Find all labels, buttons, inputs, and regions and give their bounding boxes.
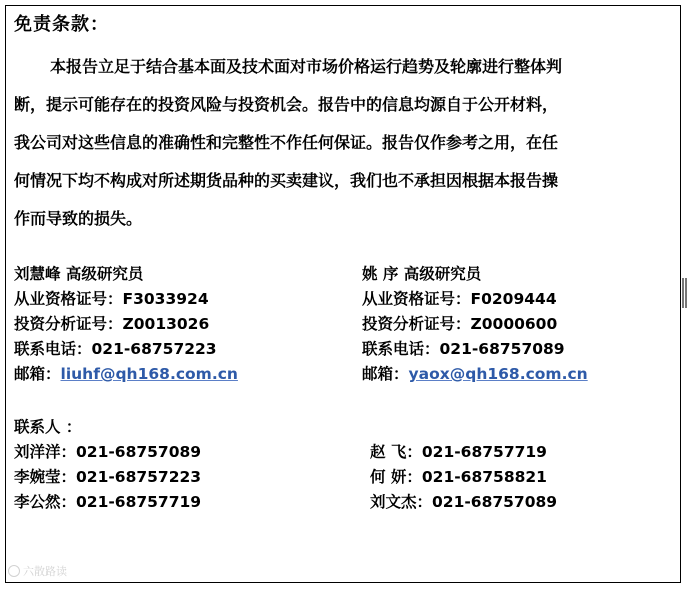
analyst-block-1	[14, 262, 238, 387]
email-link[interactable]: liuhf@qh168.com.cn	[60, 365, 238, 383]
contact-item: 赵 飞：021-68757719	[370, 443, 547, 461]
contacts-title: 联系人 ：	[14, 418, 82, 436]
phone-row: 联系电话：021-68757223	[14, 340, 217, 358]
paragraph-line: 本报告立足于结合基本面及技术面对市场价格运行趋势及轮廓进行整体判	[50, 57, 563, 76]
watermark-text: 六散路读	[23, 565, 67, 578]
paragraph-line: 断，提示可能存在的投资风险与投资机会。报告中的信息均源自于公开材料，	[14, 95, 559, 114]
paragraph-line: 我公司对这些信息的准确性和完整性不作任何保证。报告仅作参考之用，在任	[14, 133, 559, 152]
contact-item: 何 妍：021-68758821	[370, 468, 547, 486]
phone-row: 联系电话：021-68757089	[362, 340, 565, 358]
contact-item: 李公然：021-68757719	[14, 493, 202, 511]
contact-item: 李婉莹：021-68757223	[14, 468, 202, 486]
analyst-block-2	[362, 262, 588, 387]
contact-item: 刘文杰：021-68757089	[370, 493, 558, 511]
license-row: 从业资格证号：F3033924	[14, 290, 209, 308]
contact-item: 刘洋洋：021-68757089	[14, 443, 202, 461]
license-row: 从业资格证号：F0209444	[362, 290, 557, 308]
invest-row: 投资分析证号：Z0013026	[14, 315, 210, 333]
disclaimer-title: 免责条款：	[14, 14, 109, 35]
paragraph-line: 何情况下均不构成对所述期货品种的买卖建议，我们也不承担因根据本报告操	[14, 171, 559, 190]
scrollbar-handle[interactable]	[682, 278, 687, 308]
analyst-header: 姚 序 高级研究员	[362, 265, 482, 283]
contacts-list-right	[370, 440, 557, 515]
watermark-logo-icon	[8, 565, 20, 577]
analyst-header: 刘慧峰 高级研究员	[14, 265, 144, 283]
disclaimer-paragraph	[14, 48, 674, 238]
email-link[interactable]: yaox@qh168.com.cn	[408, 365, 588, 383]
paragraph-line: 作而导致的损失。	[14, 209, 143, 228]
email-row: 邮箱：liuhf@qh168.com.cn	[14, 365, 238, 383]
invest-row: 投资分析证号：Z0000600	[362, 315, 558, 333]
contacts-list-left	[14, 415, 201, 515]
email-row: 邮箱：yaox@qh168.com.cn	[362, 365, 588, 383]
watermark	[8, 563, 67, 579]
